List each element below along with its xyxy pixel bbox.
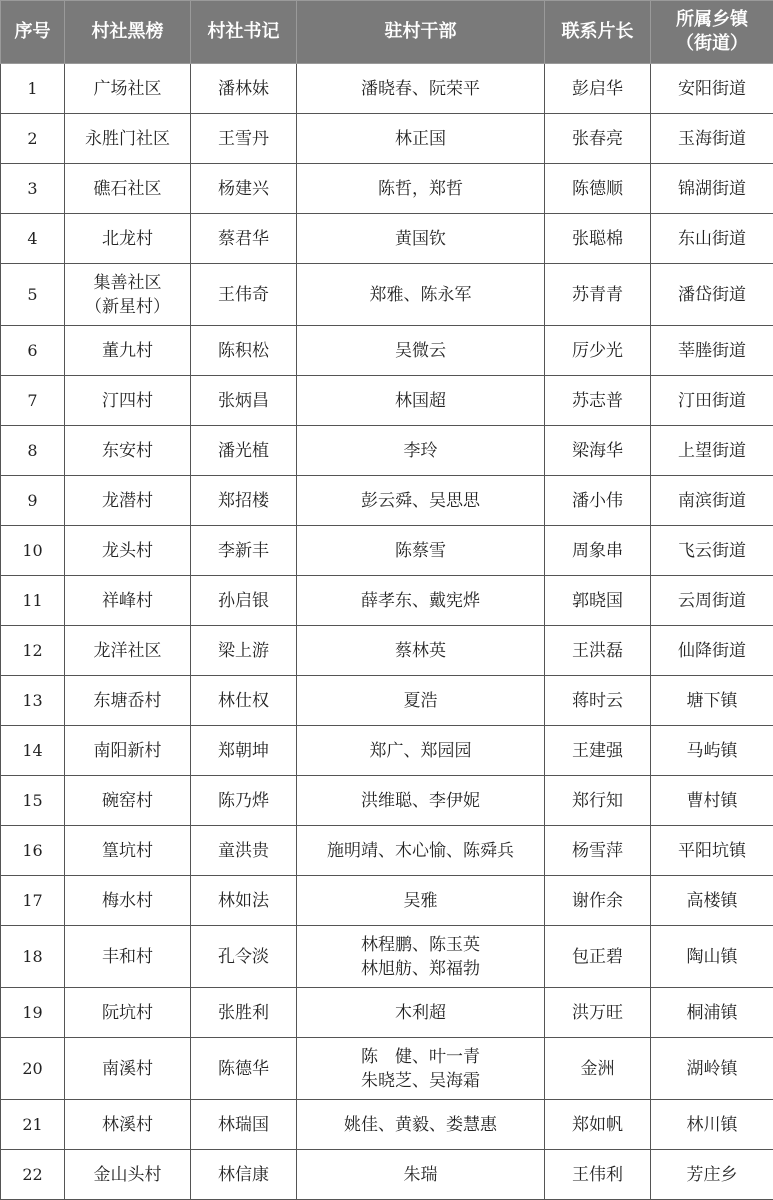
contact-leader: 梁海华 [545,426,651,476]
contact-leader: 郭晓国 [545,576,651,626]
table-row [1,626,773,676]
row-number: 7 [1,376,65,426]
contact-leader: 苏志普 [545,376,651,426]
contact-leader: 潘小伟 [545,476,651,526]
table-row [1,426,773,476]
row-number: 20 [1,1038,65,1100]
table-row [1,988,773,1038]
village-name: 篁坑村 [65,826,191,876]
town-name: 陶山镇 [651,926,773,988]
contact-leader: 郑如帆 [545,1100,651,1150]
contact-leader: 洪万旺 [545,988,651,1038]
town-name: 莘塍街道 [651,326,773,376]
village-name: 礁石社区 [65,164,191,214]
village-name: 北龙村 [65,214,191,264]
village-name: 龙潜村 [65,476,191,526]
village-name: 金山头村 [65,1150,191,1200]
table-row [1,376,773,426]
village-name: 南阳新村 [65,726,191,776]
resident-cadre: 陈哲，郑哲 [297,164,545,214]
table-row [1,826,773,876]
village-name: 丰和村 [65,926,191,988]
table-row [1,214,773,264]
resident-cadre: 夏浩 [297,676,545,726]
row-number: 21 [1,1100,65,1150]
resident-cadre: 朱瑞 [297,1150,545,1200]
resident-cadre: 林正国 [297,114,545,164]
town-name: 平阳坑镇 [651,826,773,876]
header-no: 序号 [1,1,65,64]
contact-leader: 苏青青 [545,264,651,326]
contact-leader: 张春亮 [545,114,651,164]
row-number: 22 [1,1150,65,1200]
row-number: 13 [1,676,65,726]
town-name: 芳庄乡 [651,1150,773,1200]
table-row [1,576,773,626]
village-secretary: 林瑞国 [191,1100,297,1150]
row-number: 16 [1,826,65,876]
contact-leader: 王洪磊 [545,626,651,676]
resident-cadre: 木利超 [297,988,545,1038]
table-row [1,676,773,726]
town-name: 飞云街道 [651,526,773,576]
town-name: 上望街道 [651,426,773,476]
row-number: 6 [1,326,65,376]
town-name: 高楼镇 [651,876,773,926]
village-name: 东塘岙村 [65,676,191,726]
row-number: 11 [1,576,65,626]
row-number: 3 [1,164,65,214]
row-number: 2 [1,114,65,164]
table-row [1,726,773,776]
contact-leader: 郑行知 [545,776,651,826]
town-name: 桐浦镇 [651,988,773,1038]
table-header-row [1,1,773,64]
village-secretary: 梁上游 [191,626,297,676]
contact-leader: 周象串 [545,526,651,576]
table-row [1,926,773,988]
table-row [1,164,773,214]
village-secretary: 陈乃烨 [191,776,297,826]
header-village: 村社黑榜 [65,1,191,64]
resident-cadre: 郑雅、陈永军 [297,264,545,326]
contact-leader: 王建强 [545,726,651,776]
village-name: 永胜门社区 [65,114,191,164]
contact-leader: 包正碧 [545,926,651,988]
resident-cadre: 彭云舜、吴思思 [297,476,545,526]
contact-leader: 蒋时云 [545,676,651,726]
village-name: 龙洋社区 [65,626,191,676]
resident-cadre: 李玲 [297,426,545,476]
town-name: 安阳街道 [651,64,773,114]
village-secretary: 郑招楼 [191,476,297,526]
row-number: 18 [1,926,65,988]
village-name: 南溪村 [65,1038,191,1100]
table-row [1,476,773,526]
table-row [1,1100,773,1150]
village-name: 梅水村 [65,876,191,926]
village-name: 董九村 [65,326,191,376]
resident-cadre: 吴微云 [297,326,545,376]
village-secretary: 张胜利 [191,988,297,1038]
village-name: 林溪村 [65,1100,191,1150]
village-secretary: 林如法 [191,876,297,926]
village-name: 碗窑村 [65,776,191,826]
resident-cadre: 陈 健、叶一青 朱晓芝、吴海霜 [297,1038,545,1100]
village-name: 集善社区 （新星村） [65,264,191,326]
village-secretary: 林仕权 [191,676,297,726]
village-secretary: 郑朝坤 [191,726,297,776]
town-name: 潘岱街道 [651,264,773,326]
town-name: 马屿镇 [651,726,773,776]
resident-cadre: 黄国钦 [297,214,545,264]
resident-cadre: 林程鹏、陈玉英 林旭舫、郑福勃 [297,926,545,988]
header-town: 所属乡镇 （街道） [651,1,773,64]
contact-leader: 彭启华 [545,64,651,114]
town-name: 南滨街道 [651,476,773,526]
resident-cadre: 林国超 [297,376,545,426]
header-secretary: 村社书记 [191,1,297,64]
village-secretary: 李新丰 [191,526,297,576]
village-secretary: 蔡君华 [191,214,297,264]
header-cadre: 驻村干部 [297,1,545,64]
table-row [1,876,773,926]
row-number: 12 [1,626,65,676]
town-name: 锦湖街道 [651,164,773,214]
village-name: 龙头村 [65,526,191,576]
resident-cadre: 陈蔡雪 [297,526,545,576]
contact-leader: 张聪棉 [545,214,651,264]
row-number: 14 [1,726,65,776]
contact-leader: 厉少光 [545,326,651,376]
resident-cadre: 吴雅 [297,876,545,926]
village-secretary: 王伟奇 [191,264,297,326]
village-secretary: 杨建兴 [191,164,297,214]
village-secretary: 林信康 [191,1150,297,1200]
resident-cadre: 蔡林英 [297,626,545,676]
village-secretary: 王雪丹 [191,114,297,164]
table-row [1,1038,773,1100]
town-name: 林川镇 [651,1100,773,1150]
village-secretary: 孙启银 [191,576,297,626]
resident-cadre: 施明靖、木心愉、陈舜兵 [297,826,545,876]
village-secretary: 潘光植 [191,426,297,476]
village-name: 汀四村 [65,376,191,426]
contact-leader: 陈德顺 [545,164,651,214]
village-name: 广场社区 [65,64,191,114]
village-name: 东安村 [65,426,191,476]
row-number: 4 [1,214,65,264]
table-row [1,264,773,326]
contact-leader: 金洲 [545,1038,651,1100]
town-name: 仙降街道 [651,626,773,676]
town-name: 塘下镇 [651,676,773,726]
row-number: 9 [1,476,65,526]
table-body [1,64,773,1200]
contact-leader: 谢作余 [545,876,651,926]
table-row [1,326,773,376]
table-row [1,64,773,114]
town-name: 曹村镇 [651,776,773,826]
village-name: 阮坑村 [65,988,191,1038]
table-row [1,776,773,826]
resident-cadre: 郑广、郑园园 [297,726,545,776]
resident-cadre: 姚佳、黄毅、娄慧惠 [297,1100,545,1150]
resident-cadre: 薛孝东、戴宪烨 [297,576,545,626]
header-leader: 联系片长 [545,1,651,64]
village-name: 祥峰村 [65,576,191,626]
village-secretary: 陈德华 [191,1038,297,1100]
village-secretary: 孔令淡 [191,926,297,988]
village-secretary: 潘林妹 [191,64,297,114]
row-number: 19 [1,988,65,1038]
row-number: 10 [1,526,65,576]
table-row [1,526,773,576]
table-row [1,1150,773,1200]
row-number: 1 [1,64,65,114]
town-name: 汀田街道 [651,376,773,426]
row-number: 5 [1,264,65,326]
row-number: 8 [1,426,65,476]
village-secretary: 陈积松 [191,326,297,376]
village-secretary: 童洪贵 [191,826,297,876]
resident-cadre: 潘晓春、阮荣平 [297,64,545,114]
town-name: 玉海街道 [651,114,773,164]
town-name: 云周街道 [651,576,773,626]
contact-leader: 王伟利 [545,1150,651,1200]
row-number: 17 [1,876,65,926]
town-name: 东山街道 [651,214,773,264]
town-name: 湖岭镇 [651,1038,773,1100]
row-number: 15 [1,776,65,826]
contact-leader: 杨雪萍 [545,826,651,876]
village-secretary: 张炳昌 [191,376,297,426]
table-row [1,114,773,164]
resident-cadre: 洪维聪、李伊妮 [297,776,545,826]
